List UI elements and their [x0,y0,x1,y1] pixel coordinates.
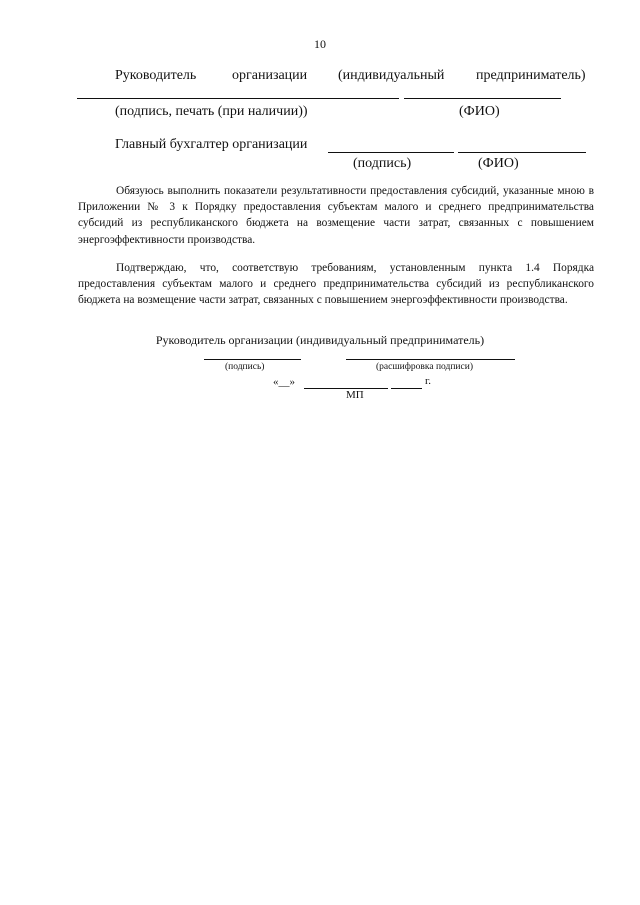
accountant-caption-sign: (подпись) [353,156,412,171]
head-signature-line [77,98,399,99]
date-quote-open: « [273,376,279,388]
date-quote-close: » [289,376,295,388]
head-word-3: (индивидуальный [338,68,445,83]
decode-signature-line [346,359,515,360]
head-word-2: организации [232,68,308,83]
page-number: 10 [314,37,326,51]
head-caption-right: (ФИО) [459,104,500,119]
date-day-blank: __ [278,376,290,388]
commitment-paragraph: Обязуюсь выполнить показатели результативности предоставления субсидий, указанные мною в Приложении № 3 к Порядку предоставления субъектам малого и среднего предпринимательства субсидий из республиканского бюджета на возмещение части затрат, связанных с повышением энергоэффективности производства. [78,185,594,246]
caption-signature: (подпись) [225,362,265,372]
accountant-caption-name: (ФИО) [478,156,519,171]
stamp-label: МП [346,389,364,401]
head-caption-left: (подпись, печать (при наличии)) [115,104,308,119]
accountant-name-line [458,152,586,153]
head-name-line [404,98,561,99]
date-year-suffix: г. [425,375,432,387]
date-year-line [391,388,422,389]
caption-decode-signature: (расшифровка подписи) [376,362,473,372]
signature-block-title: Руководитель организации (индивидуальный предприниматель) [155,333,485,347]
accountant-signature-line [328,152,454,153]
head-word-4: предприниматель) [476,68,586,83]
confirmation-paragraph: Подтверждаю, что, соответствую требованиям, установленным пункта 1.4 Порядка предоставления субъектам малого и среднего предпринимательства субсидий из республиканского бюджета на возмещение части затрат, связанных с повышением энергоэффективности производства. [78,262,594,307]
date-day [273,376,295,388]
signature-line [204,359,301,360]
head-word-1: Руководитель [115,68,197,83]
accountant-label: Главный бухгалтер организации [115,137,308,152]
